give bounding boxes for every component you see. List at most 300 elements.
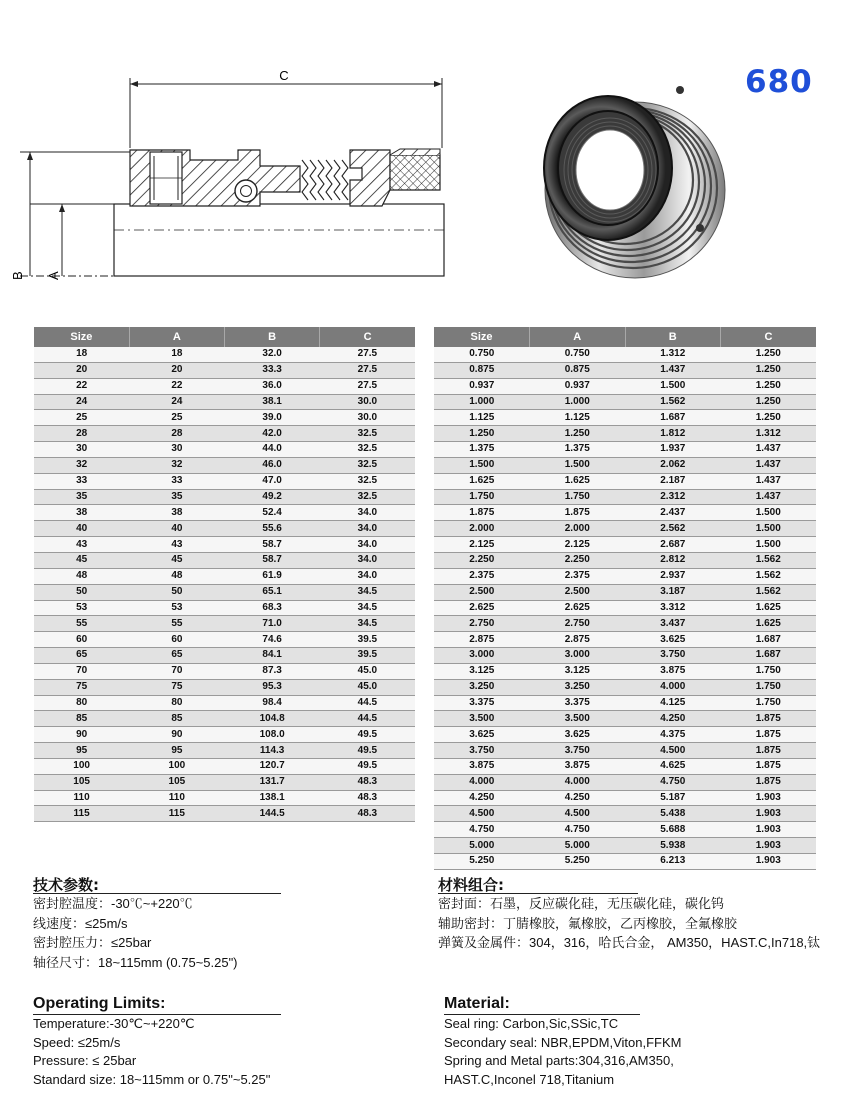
table-cell: 20 — [34, 362, 129, 378]
table-header-row — [34, 327, 415, 347]
table-cell: 5.438 — [625, 806, 721, 822]
table-row — [434, 552, 816, 568]
table-row — [434, 838, 816, 854]
table-row — [434, 378, 816, 394]
table-row — [34, 711, 415, 727]
table-cell: 46.0 — [225, 457, 320, 473]
table-cell: 1.750 — [721, 663, 817, 679]
table-cell: 1.437 — [721, 442, 817, 458]
table-cell: 2.812 — [625, 552, 721, 568]
tech-params-cn-title: 技术参数: — [33, 876, 99, 894]
table-cell: 34.0 — [320, 568, 415, 584]
table-cell: 3.750 — [530, 743, 626, 759]
table-cell: 70 — [129, 663, 224, 679]
table-cell: 30.0 — [320, 410, 415, 426]
table-cell: 3.875 — [530, 758, 626, 774]
table-row — [34, 394, 415, 410]
table-cell: 1.562 — [625, 394, 721, 410]
table-row — [34, 616, 415, 632]
table-cell: 2.687 — [625, 537, 721, 553]
table-cell: 27.5 — [320, 362, 415, 378]
table-cell: 138.1 — [225, 790, 320, 806]
table-cell: 3.750 — [434, 743, 530, 759]
table-cell: 2.250 — [434, 552, 530, 568]
table-cell: 61.9 — [225, 568, 320, 584]
table-cell: 2.312 — [625, 489, 721, 505]
table-cell: 2.875 — [530, 632, 626, 648]
table-cell: 2.875 — [434, 632, 530, 648]
table-cell: 1.375 — [434, 442, 530, 458]
table-cell: 0.750 — [530, 347, 626, 362]
table-cell: 3.375 — [530, 695, 626, 711]
table-row — [434, 679, 816, 695]
table-cell: 4.750 — [434, 822, 530, 838]
table-cell: 75 — [129, 679, 224, 695]
table-cell: 44.5 — [320, 711, 415, 727]
table-row — [434, 505, 816, 521]
table-cell: 34.0 — [320, 521, 415, 537]
table-cell: 34.0 — [320, 552, 415, 568]
table-row — [34, 521, 415, 537]
table-cell: 4.750 — [625, 774, 721, 790]
material-cn-title: 材料组合: — [438, 876, 504, 894]
table-cell: 1.903 — [721, 854, 817, 870]
seal-cross-section-drawing — [10, 60, 450, 290]
table-cell: 55 — [34, 616, 129, 632]
table-cell: 3.250 — [434, 679, 530, 695]
table-cell: 144.5 — [225, 806, 320, 822]
table-cell: 85 — [129, 711, 224, 727]
table-cell: 3.500 — [434, 711, 530, 727]
table-cell: 3.375 — [434, 695, 530, 711]
table-cell: 4.250 — [434, 790, 530, 806]
table-cell: 43 — [129, 537, 224, 553]
table-cell: 100 — [34, 758, 129, 774]
table-cell: 3.000 — [530, 648, 626, 664]
table-cell: 1.250 — [721, 410, 817, 426]
table-cell: 1.125 — [530, 410, 626, 426]
table-cell: 53 — [34, 600, 129, 616]
table-cell: 49.5 — [320, 727, 415, 743]
table-cell: 58.7 — [225, 537, 320, 553]
table-cell: 1.687 — [625, 410, 721, 426]
table-cell: 50 — [129, 584, 224, 600]
table-cell: 30 — [34, 442, 129, 458]
table-cell: 114.3 — [225, 743, 320, 759]
table-row — [434, 632, 816, 648]
table-row — [434, 489, 816, 505]
table-cell: 48 — [129, 568, 224, 584]
table-cell: 45.0 — [320, 663, 415, 679]
table-cell: 1.312 — [721, 426, 817, 442]
table-row — [434, 568, 816, 584]
table-cell: 2.062 — [625, 457, 721, 473]
table-row — [34, 457, 415, 473]
table-cell: 34.5 — [320, 616, 415, 632]
table-row — [34, 378, 415, 394]
table-cell: 55 — [129, 616, 224, 632]
table-row — [34, 727, 415, 743]
table-cell: 90 — [129, 727, 224, 743]
table-cell: 2.625 — [530, 600, 626, 616]
table-cell: 34.5 — [320, 600, 415, 616]
table-row — [34, 473, 415, 489]
table-cell: 1.250 — [434, 426, 530, 442]
table-cell: 1.875 — [721, 758, 817, 774]
table-cell: 1.875 — [721, 743, 817, 759]
table-row — [434, 410, 816, 426]
table-cell: 80 — [34, 695, 129, 711]
table-cell: 34.5 — [320, 584, 415, 600]
table-cell: 30.0 — [320, 394, 415, 410]
table-cell: 4.750 — [530, 822, 626, 838]
table-cell: 1.937 — [625, 442, 721, 458]
list-item: 密封腔温度：-30℃~+220℃ — [33, 896, 193, 911]
table-row — [34, 743, 415, 759]
table-cell: 1.500 — [721, 537, 817, 553]
table-cell: 4.625 — [625, 758, 721, 774]
table-row — [434, 362, 816, 378]
table-cell: 24 — [34, 394, 129, 410]
table-cell: 1.500 — [721, 521, 817, 537]
table-cell: 32.5 — [320, 489, 415, 505]
table-row — [434, 394, 816, 410]
table-cell: 39.5 — [320, 632, 415, 648]
table-cell: 4.250 — [625, 711, 721, 727]
table-row — [434, 806, 816, 822]
column-header: B — [625, 327, 721, 347]
table-cell: 75 — [34, 679, 129, 695]
table-cell: 1.625 — [721, 616, 817, 632]
table-row — [434, 743, 816, 759]
metric-size-table — [34, 327, 415, 822]
table-cell: 45 — [129, 552, 224, 568]
table-row — [34, 600, 415, 616]
material-en-title: Material: — [444, 995, 510, 1012]
operating-limits-list — [33, 1015, 270, 1089]
model-number: 680 — [745, 64, 813, 100]
table-cell: 24 — [129, 394, 224, 410]
list-item: 密封腔压力：≤25bar — [33, 935, 152, 950]
list-item: 弹簧及金属件：304，316，哈氏合金， AM350，HAST.C,In718,钛 — [438, 935, 821, 950]
table-cell: 85 — [34, 711, 129, 727]
table-cell: 48.3 — [320, 790, 415, 806]
table-cell: 3.625 — [625, 632, 721, 648]
table-cell: 1.903 — [721, 790, 817, 806]
table-row — [34, 790, 415, 806]
table-cell: 1.875 — [721, 774, 817, 790]
table-cell: 39.0 — [225, 410, 320, 426]
table-cell: 0.750 — [434, 347, 530, 362]
list-item: 密封面：石墨，反应碳化硅，无压碳化硅，碳化钨 — [438, 896, 725, 911]
table-cell: 110 — [129, 790, 224, 806]
table-cell: 58.7 — [225, 552, 320, 568]
list-item: Temperature:-30℃~+220℃ — [33, 1016, 195, 1031]
table-row — [434, 442, 816, 458]
table-row — [434, 600, 816, 616]
table-cell: 2.500 — [530, 584, 626, 600]
table-cell: 4.000 — [625, 679, 721, 695]
table-cell: 43 — [34, 537, 129, 553]
table-cell: 1.687 — [721, 648, 817, 664]
table-cell: 0.875 — [434, 362, 530, 378]
column-header: A — [530, 327, 626, 347]
table-cell: 20 — [129, 362, 224, 378]
product-photo — [530, 60, 730, 290]
table-row — [434, 774, 816, 790]
table-row — [434, 822, 816, 838]
table-cell: 32.0 — [225, 347, 320, 362]
table-cell: 2.250 — [530, 552, 626, 568]
table-header-row — [434, 327, 816, 347]
table-row — [34, 505, 415, 521]
table-cell: 71.0 — [225, 616, 320, 632]
table-cell: 105 — [129, 774, 224, 790]
table-row — [34, 806, 415, 822]
table-cell: 49.2 — [225, 489, 320, 505]
table-cell: 25 — [129, 410, 224, 426]
table-cell: 110 — [34, 790, 129, 806]
table-cell: 104.8 — [225, 711, 320, 727]
column-header: A — [129, 327, 224, 347]
table-cell: 28 — [34, 426, 129, 442]
table-cell: 95 — [34, 743, 129, 759]
list-item: HAST.C,Inconel 718,Titanium — [444, 1071, 615, 1087]
table-cell: 0.937 — [434, 378, 530, 394]
table-cell: 1.625 — [530, 473, 626, 489]
table-cell: 1.375 — [530, 442, 626, 458]
table-cell: 1.903 — [721, 838, 817, 854]
table-row — [434, 521, 816, 537]
table-cell: 30 — [129, 442, 224, 458]
table-cell: 35 — [34, 489, 129, 505]
table-cell: 35 — [129, 489, 224, 505]
dimension-a-label: A — [46, 271, 61, 280]
table-cell: 68.3 — [225, 600, 320, 616]
table-cell: 32.5 — [320, 473, 415, 489]
table-cell: 40 — [34, 521, 129, 537]
table-cell: 1.437 — [721, 473, 817, 489]
table-cell: 1.125 — [434, 410, 530, 426]
table-cell: 4.000 — [434, 774, 530, 790]
table-cell: 0.875 — [530, 362, 626, 378]
table-row — [434, 347, 816, 362]
table-cell: 1.562 — [721, 552, 817, 568]
table-cell: 33 — [129, 473, 224, 489]
table-cell: 1.562 — [721, 568, 817, 584]
table-row — [434, 854, 816, 870]
table-cell: 3.250 — [530, 679, 626, 695]
table-cell: 1.437 — [721, 489, 817, 505]
table-cell: 48.3 — [320, 774, 415, 790]
table-cell: 95 — [129, 743, 224, 759]
table-cell: 1.750 — [721, 695, 817, 711]
table-row — [434, 695, 816, 711]
table-cell: 2.000 — [434, 521, 530, 537]
operating-limits-title: Operating Limits: — [33, 995, 166, 1012]
list-item: 线速度：≤25m/s — [33, 915, 128, 931]
table-cell: 98.4 — [225, 695, 320, 711]
table-cell: 3.625 — [530, 727, 626, 743]
table-cell: 1.000 — [434, 394, 530, 410]
table-cell: 45 — [34, 552, 129, 568]
table-row — [34, 663, 415, 679]
table-row — [34, 537, 415, 553]
table-row — [434, 663, 816, 679]
table-cell: 1.875 — [530, 505, 626, 521]
table-row — [34, 774, 415, 790]
table-cell: 42.0 — [225, 426, 320, 442]
table-cell: 84.1 — [225, 648, 320, 664]
column-header: C — [320, 327, 415, 347]
table-cell: 2.625 — [434, 600, 530, 616]
table-row — [434, 473, 816, 489]
table-cell: 32 — [129, 457, 224, 473]
table-cell: 33 — [34, 473, 129, 489]
table-cell: 3.875 — [625, 663, 721, 679]
table-cell: 1.875 — [721, 727, 817, 743]
list-item: 轴径尺寸：18~115mm (0.75~5.25") — [33, 954, 238, 970]
table-cell: 4.125 — [625, 695, 721, 711]
table-cell: 87.3 — [225, 663, 320, 679]
table-cell: 1.437 — [625, 362, 721, 378]
table-cell: 115 — [34, 806, 129, 822]
table-row — [34, 679, 415, 695]
table-cell: 5.000 — [530, 838, 626, 854]
table-cell: 3.500 — [530, 711, 626, 727]
table-cell: 27.5 — [320, 378, 415, 394]
table-row — [34, 426, 415, 442]
list-item: Speed: ≤25m/s — [33, 1034, 121, 1050]
table-cell: 3.625 — [434, 727, 530, 743]
table-row — [434, 426, 816, 442]
table-cell: 65 — [129, 648, 224, 664]
list-item: Standard size: 18~115mm or 0.75"~5.25" — [33, 1071, 271, 1087]
table-cell: 5.000 — [434, 838, 530, 854]
table-cell: 3.125 — [530, 663, 626, 679]
table-cell: 34.0 — [320, 505, 415, 521]
table-row — [34, 552, 415, 568]
table-cell: 1.903 — [721, 822, 817, 838]
table-cell: 2.125 — [530, 537, 626, 553]
table-cell: 1.687 — [721, 632, 817, 648]
table-cell: 1.875 — [721, 711, 817, 727]
table-cell: 6.213 — [625, 854, 721, 870]
table-cell: 40 — [129, 521, 224, 537]
table-cell: 49.5 — [320, 758, 415, 774]
table-cell: 3.000 — [434, 648, 530, 664]
table-cell: 1.000 — [530, 394, 626, 410]
list-item: Secondary seal: NBR,EPDM,Viton,FFKM — [444, 1034, 682, 1050]
table-row — [34, 489, 415, 505]
table-cell: 3.312 — [625, 600, 721, 616]
table-row — [34, 347, 415, 362]
column-header: B — [225, 327, 320, 347]
table-cell: 1.500 — [625, 378, 721, 394]
table-row — [434, 584, 816, 600]
table-cell: 4.500 — [625, 743, 721, 759]
table-cell: 65 — [34, 648, 129, 664]
table-row — [434, 758, 816, 774]
table-cell: 3.750 — [625, 648, 721, 664]
column-header: Size — [34, 327, 129, 347]
table-cell: 1.250 — [721, 378, 817, 394]
table-cell: 2.000 — [530, 521, 626, 537]
table-cell: 44.0 — [225, 442, 320, 458]
table-cell: 2.562 — [625, 521, 721, 537]
table-cell: 1.250 — [721, 347, 817, 362]
material-cn-list — [438, 894, 820, 953]
table-cell: 5.250 — [434, 854, 530, 870]
table-cell: 1.903 — [721, 806, 817, 822]
table-cell: 33.3 — [225, 362, 320, 378]
table-cell: 27.5 — [320, 347, 415, 362]
table-cell: 5.938 — [625, 838, 721, 854]
table-cell: 70 — [34, 663, 129, 679]
table-cell: 105 — [34, 774, 129, 790]
table-cell: 115 — [129, 806, 224, 822]
table-cell: 49.5 — [320, 743, 415, 759]
table-cell: 36.0 — [225, 378, 320, 394]
table-cell: 2.750 — [434, 616, 530, 632]
table-row — [34, 442, 415, 458]
table-cell: 1.750 — [721, 679, 817, 695]
table-row — [434, 457, 816, 473]
table-row — [34, 695, 415, 711]
table-cell: 55.6 — [225, 521, 320, 537]
table-cell: 80 — [129, 695, 224, 711]
list-item: Spring and Metal parts:304,316,AM350, — [444, 1053, 674, 1068]
table-cell: 53 — [129, 600, 224, 616]
table-cell: 1.625 — [721, 600, 817, 616]
table-cell: 45.0 — [320, 679, 415, 695]
table-cell: 3.437 — [625, 616, 721, 632]
table-cell: 90 — [34, 727, 129, 743]
table-cell: 60 — [34, 632, 129, 648]
table-cell: 1.250 — [721, 394, 817, 410]
table-row — [34, 410, 415, 426]
table-cell: 1.750 — [434, 489, 530, 505]
table-cell: 1.562 — [721, 584, 817, 600]
tech-params-cn-list — [33, 894, 238, 972]
table-cell: 47.0 — [225, 473, 320, 489]
dimension-c-label: C — [279, 68, 289, 83]
table-cell: 34.0 — [320, 537, 415, 553]
table-cell: 18 — [129, 347, 224, 362]
table-cell: 4.500 — [434, 806, 530, 822]
table-cell: 2.937 — [625, 568, 721, 584]
table-cell: 1.250 — [721, 362, 817, 378]
table-cell: 4.250 — [530, 790, 626, 806]
list-item: Seal ring: Carbon,Sic,SSic,TC — [444, 1016, 619, 1031]
table-cell: 50 — [34, 584, 129, 600]
table-cell: 60 — [129, 632, 224, 648]
table-cell: 1.500 — [530, 457, 626, 473]
table-cell: 22 — [129, 378, 224, 394]
table-cell: 18 — [34, 347, 129, 362]
table-cell: 2.750 — [530, 616, 626, 632]
table-cell: 74.6 — [225, 632, 320, 648]
table-cell: 108.0 — [225, 727, 320, 743]
table-cell: 1.500 — [721, 505, 817, 521]
table-cell: 131.7 — [225, 774, 320, 790]
table-cell: 3.875 — [434, 758, 530, 774]
table-cell: 38 — [34, 505, 129, 521]
table-cell: 3.125 — [434, 663, 530, 679]
table-cell: 38 — [129, 505, 224, 521]
table-cell: 2.437 — [625, 505, 721, 521]
table-cell: 1.500 — [434, 457, 530, 473]
